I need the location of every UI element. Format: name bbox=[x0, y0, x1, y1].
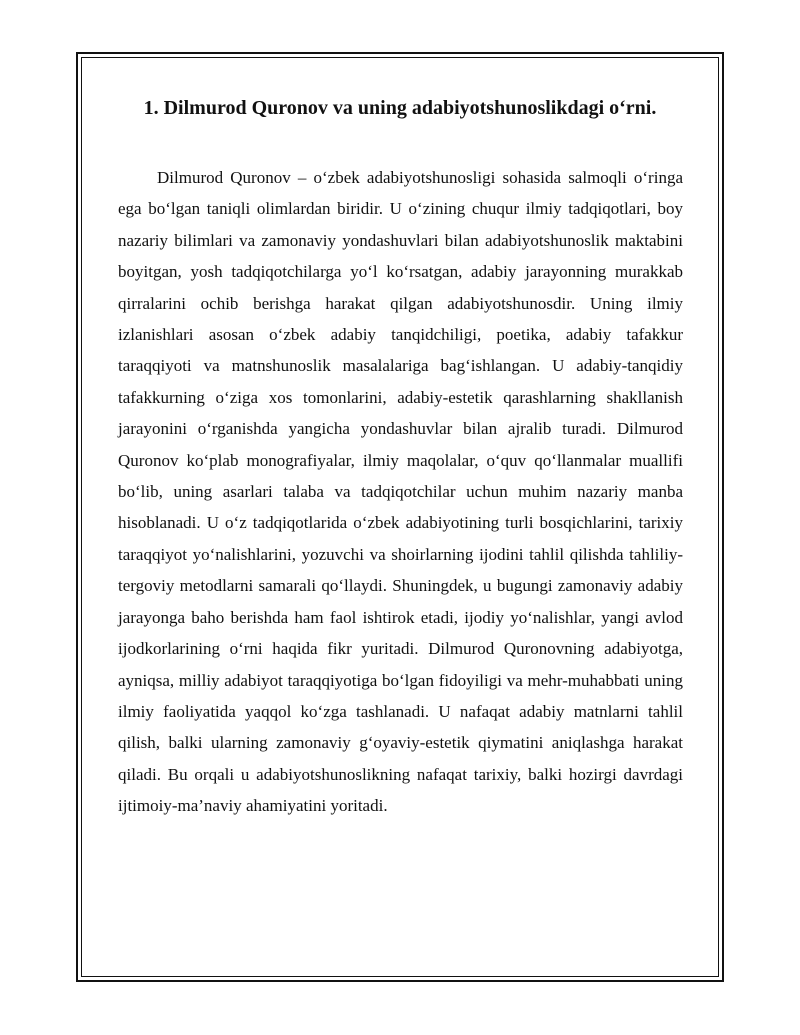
body-paragraph: Dilmurod Quronov – o‘zbek adabiyotshunosligi sohasida salmoqli o‘ringa ega bo‘lgan taniqli olimlardan biridir. U o‘zining chuqur ilmiy tadqiqotlari, boy nazariy bilimlari va zamonaviy yondashuvlari bilan adabiyotshunoslik maktabini boyitgan, yosh tadqiqotchilarga yo‘l ko‘rsatgan, adabiy jarayonning murakkab qirralarini ochib berishga harakat qilgan adabiyotshunosdir. Uning ilmiy izlanishlari asosan o‘zbek adabiy tanqidchiligi, poetika, adabiy tafakkur taraqqiyoti va matnshunoslik masalalariga bag‘ishlangan. U adabiy-tanqidiy tafakkurning o‘ziga xos tomonlarini, adabiy-estetik qarashlarning shakllanish jarayonini o‘rganishda yangicha yondashuvlar bilan ajralib turadi. Dilmurod Quronov ko‘plab monografiyalar, ilmiy maqolalar, o‘quv qo‘llanmalar muallifi bo‘lib, uning asarlari talaba va tadqiqotchilar uchun muhim nazariy manba hisoblanadi. U o‘z tadqiqotlarida o‘zbek adabiyotining turli bosqichlarini, tarixiy taraqqiyot yo‘nalishlarini, yozuvchi va shoirlarning ijodini tahlil qilishda tahliliy-tergoviy metodlarni samarali qo‘llaydi. Shuningdek, u bugungi zamonaviy adabiy jarayonga baho berishda ham faol ishtirok etadi, ijodiy yo‘nalishlar, yangi avlod ijodkorlarining o‘rni haqida fikr yuritadi. Dilmurod Quronovning adabiyotga, ayniqsa, milliy adabiyot taraqqiyotiga bo‘lgan fidoyiligi va mehr-muhabbati uning ilmiy faoliyatida yaqqol ko‘zga tashlanadi. U nafaqat adabiy matnlarni tahlil qilish, balki ularning zamonaviy g‘oyaviy-estetik qiymatini aniqlashga harakat qiladi. Bu orqali u adabiyotshunoslikning nafaqat tarixiy, balki hozirgi davrdagi ijtimoiy-ma’naviy ahamiyatini yoritadi. bbox=[118, 168, 683, 816]
section-title: 1. Dilmurod Quronov va uning adabiyotshunoslikdagi o‘rni. bbox=[143, 97, 657, 119]
